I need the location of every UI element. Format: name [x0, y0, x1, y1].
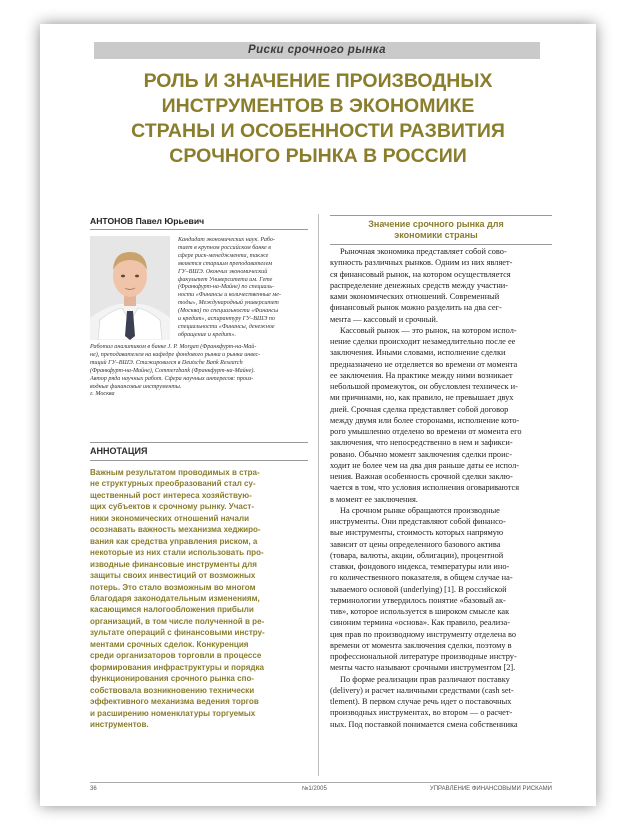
annotation-line: благодаря законодательным изменениям,: [90, 593, 260, 603]
annotation-line: Важным результатом проводимых в стра-: [90, 468, 260, 477]
body-line: рого умышленно отделено во времени от момента его: [330, 427, 522, 436]
author-bio: [178, 237, 308, 340]
annotation-line: щих субъектов к срочному рынку. Участ-: [90, 502, 254, 512]
body-line: времени от момента заключения сделки, поэтому в: [330, 640, 512, 650]
bio-line: г. Москва: [90, 391, 115, 398]
body-line: мента — кассовый и срочный.: [330, 314, 438, 324]
section-rubric: Риски срочного рынка: [94, 42, 540, 59]
bio-line: Работал аналитиком в банке J. P. Morgan (Франкфурт-на-Май-: [90, 344, 257, 350]
body-line: ных. Под поставкой понимается смена собственника: [330, 719, 518, 729]
body-line: купность различных рынков. Одним из них являет-: [330, 258, 513, 268]
title-line: СРОЧНОГО РЫНКА В РОССИИ: [169, 145, 467, 167]
body-line: дней. Срочная сделка представляет собой договор: [330, 404, 509, 414]
section-rule: [330, 215, 552, 216]
bio-line: не), преподавателем на кафедре фондового рынка и рынка инвес-: [90, 351, 261, 358]
section-heading-line: экономики страны: [394, 230, 478, 240]
body-line: финансовый рынок можно разделить на два сег-: [330, 303, 502, 313]
body-line: зываемого основой (underlying) [1]. В российской: [330, 584, 507, 594]
annotation-line: эффективного механизма ведения торгов: [90, 697, 259, 707]
title-line: СТРАНЫ И ОСОБЕННОСТИ РАЗВИТИЯ: [131, 120, 505, 142]
body-line: чается в том, что условия исполнения оговариваются: [330, 483, 520, 493]
body-line: По форме реализации прав различают поставку: [340, 674, 510, 684]
bio-line: сфере риск-менеджмента, также: [178, 252, 269, 259]
annotation-line: среди организаторов торговли в процессе: [90, 651, 262, 661]
body-line: предназначено не отделяется во времени от момента: [330, 359, 518, 369]
body-line: нение сделки происходит незамедлительно после ее: [330, 337, 516, 346]
bio-line: факультет Университета им. Гете: [178, 276, 273, 283]
body-line: менты часто называют срочными инструментом [2].: [330, 663, 516, 673]
body-line: небольшой промежуток, он обусловлен техническ и-: [330, 382, 518, 391]
body-line: вые инструменты, стоимость которых напрямую: [330, 528, 504, 538]
annotation-line: ментами срочных сделок. Конкуренция: [90, 639, 249, 649]
body-line: зависит от цены определенного базового актива: [330, 539, 501, 549]
body-line: (delivery) и расчет наличными средствами (cash set-: [330, 685, 514, 695]
body-line: ровано. Обычно момент заключения сделки проис-: [330, 449, 513, 459]
body-line: На срочном рынке обращаются производные: [340, 505, 500, 515]
body-line: тив», которое используется в широком смысле как: [330, 607, 510, 616]
annotation-line: зультате операций с финансовыми инстру-: [90, 628, 265, 638]
body-line: го количественного показателя, в общем случае на-: [330, 573, 513, 583]
body-line: заключения, что непосредственно в нем и зафикси-: [330, 438, 513, 448]
journal-name: УПРАВЛЕНИЕ ФИНАНСОВЫМИ РИСКАМИ: [429, 786, 552, 792]
body-line: Рыночная экономика представляет собой сово-: [340, 247, 507, 256]
body-line: синоним термина «основа». Как правило, реализа-: [330, 618, 510, 628]
annotation-line: защиты своих инвестиций от возможных: [90, 571, 256, 581]
author-name: АНТОНОВ Павел Юрьевич: [90, 216, 308, 230]
author-photo: [90, 236, 170, 340]
bio-line: ГУ–ВШЭ. Окончил экономический: [178, 268, 268, 275]
page-number: 36: [90, 786, 97, 792]
annotation-line: касающимся налогообложения прибыли: [90, 605, 254, 615]
body-line: в момент ее заключения.: [330, 494, 418, 504]
bio-line: Кандидат экономических наук. Рабо-: [178, 237, 275, 243]
body-line: заключения. Иными словами, исполнение сделки: [330, 348, 506, 358]
annotation-line: ники экономических отношений начали: [90, 513, 250, 523]
section-heading: [330, 217, 542, 244]
body-line: ходит не более чем на два дня раньше даты ее испол-: [330, 460, 520, 470]
body-line: (товара, валюты, акции, облигации), процентной: [330, 550, 504, 560]
article-title: [80, 69, 556, 169]
body-line: ее заключения. На практике между ними возникает: [330, 370, 513, 380]
body-line: распределение денежных средств между участни-: [330, 280, 509, 290]
annotation-heading: АННОТАЦИЯ: [90, 442, 308, 461]
body-line: терминологии утвердилось понятие «базовый ак-: [330, 595, 506, 605]
article-body: [330, 246, 552, 730]
body-line: нения. Важная особенность срочной сделки заклю-: [330, 472, 513, 481]
column-divider: [318, 214, 319, 776]
body-line: ми причинами, но, как правило, не превышает двух: [330, 393, 514, 403]
body-line: Кассовый рынок — это рынок, на котором испол-: [340, 325, 517, 335]
annotation-line: вания как средства управления риском, а: [90, 536, 258, 546]
annotation-line: собствовала возникновению технически: [90, 685, 255, 695]
annotation-line: и расширению номенклатуры торгуемых: [90, 708, 256, 718]
body-line: ция прав по производному инструменту отделена во: [330, 629, 517, 639]
section-heading-line: Значение срочного рынка для: [368, 219, 504, 229]
bio-line: обращение и кредит».: [178, 331, 237, 338]
body-line: профессиональной литературе производные инстру-: [330, 652, 517, 661]
body-line: ками экономических отношений. Современный: [330, 292, 500, 301]
annotation-line: щественный рост интереса хозяйствую-: [90, 490, 252, 500]
annotation-line: формирования инфраструктуры и порядка: [90, 662, 265, 672]
bio-line: является старшим преподавателем: [178, 260, 273, 267]
body-line: ставки, фондового индекса, температуры или ино-: [330, 562, 510, 571]
bio-line: (Франкфурт-на-Майне), Commerzbank (Франкфурт-на-Майне).: [90, 367, 255, 374]
body-line: tlement). В первом случае речь идет о поставочных: [330, 697, 512, 706]
title-line: РОЛЬ И ЗНАЧЕНИЕ ПРОИЗВОДНЫХ: [143, 70, 493, 92]
bio-line: ности «Финансы и количественные ме-: [178, 292, 281, 299]
body-line: инструменты. Они представляют собой финансо-: [330, 517, 506, 526]
section-rule: [330, 244, 552, 245]
annotation-text: [90, 467, 310, 730]
bio-line: Автор ряда научных работ. Сфера научных интересов: произ-: [90, 375, 254, 382]
journal-page: [40, 24, 596, 806]
bio-line: (Москва) по специальности «Финансы: [178, 308, 279, 315]
annotation-line: изводные финансовые инструменты для: [90, 559, 257, 569]
bio-line: и кредит», аспирантуру ГУ–ВШЭ по: [178, 316, 275, 323]
issue-number: №1/2005: [302, 786, 327, 792]
annotation-line: не структурных преобразований стал су-: [90, 479, 256, 489]
body-line: производных инструментах, во втором — о расчет-: [330, 708, 513, 718]
annotation-line: организаций, в том числе полученной в ре-: [90, 616, 265, 626]
bio-line: специальности «Финансы, денежное: [178, 323, 275, 330]
page-footer: [90, 782, 552, 795]
annotation-line: инструментов.: [90, 719, 149, 729]
author-bio-continued: [90, 344, 308, 399]
bio-line: тает в крупном российском банке в: [178, 244, 271, 251]
annotation-line: осознавать важность механизма хеджиро-: [90, 525, 261, 535]
title-line: ИНСТРУМЕНТОВ В ЭКОНОМИКЕ: [161, 95, 475, 117]
annotation-line: функционирования срочного рынка спо-: [90, 674, 255, 684]
body-line: между двумя или более сторонами, исполнение кото-: [330, 415, 520, 425]
annotation-line: потерь. Это стало возможным во многом: [90, 582, 256, 592]
bio-line: тиций ГУ–ВШЭ. Стажировался в Deutsche Bank Research: [90, 359, 243, 366]
bio-line: (Франкфурт-на-Майне) по специаль-: [178, 284, 275, 291]
annotation-line: некоторые из них стали использовать про-: [90, 548, 264, 558]
bio-line: водные финансовые инструменты.: [90, 383, 182, 390]
bio-line: тоды», Международный университет: [178, 300, 279, 307]
body-line: ся финансовый рынок, на котором осуществляется: [330, 269, 511, 279]
